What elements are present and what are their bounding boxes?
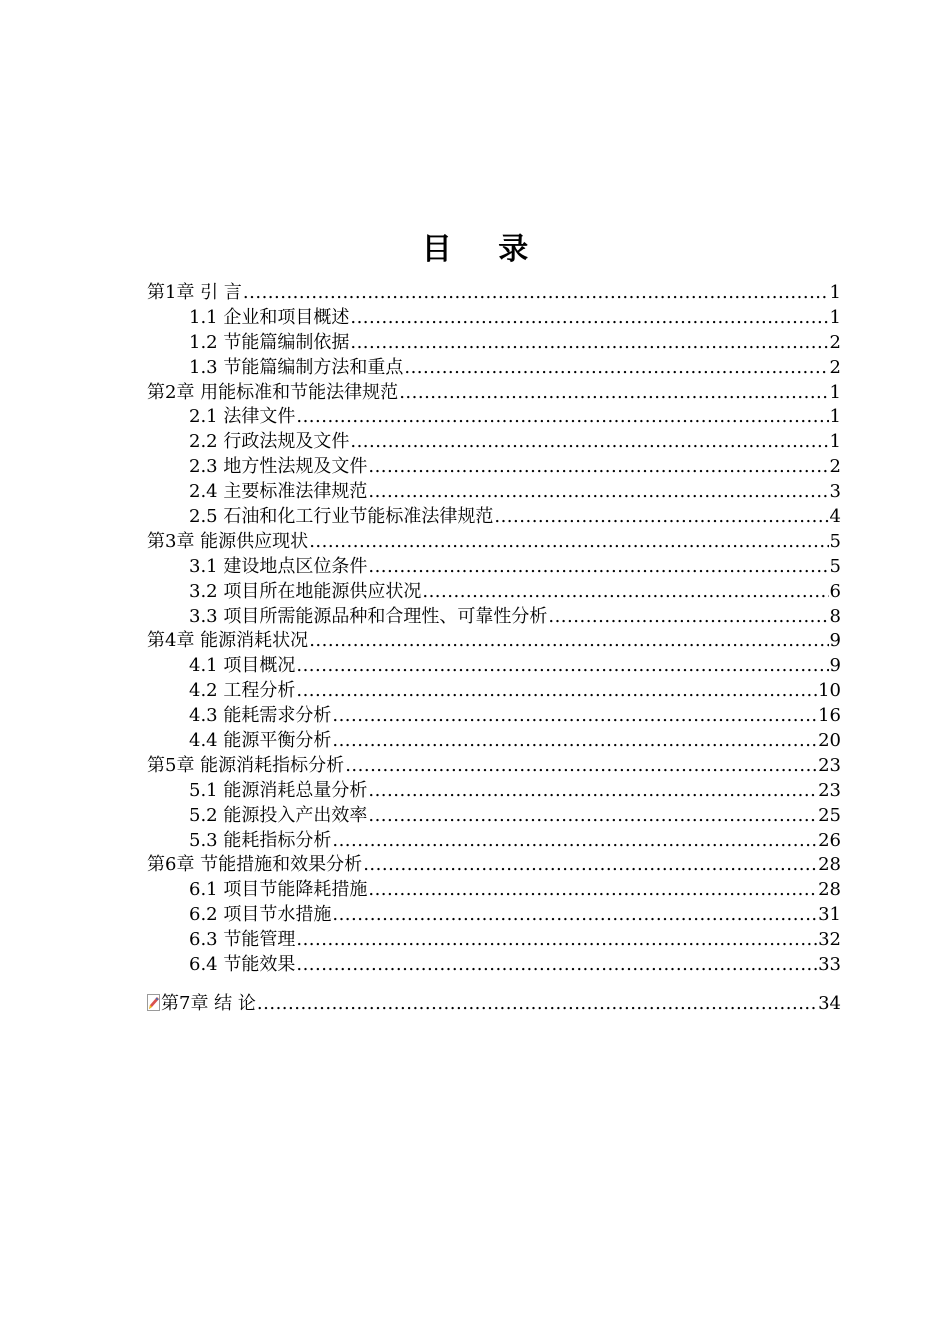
toc-entry-text: 2.4 主要标准法律规范 (189, 481, 368, 503)
toc-entry-label (147, 992, 256, 1017)
toc-entry-label (189, 704, 331, 729)
toc-section-entry[interactable] (147, 306, 841, 331)
toc-entry-text: 2.5 石油和化工行业节能标准法律规范 (189, 506, 494, 528)
toc-entry-label (147, 381, 398, 406)
toc-section-entry[interactable] (147, 505, 841, 530)
toc-entry-text: 3.3 项目所需能源品种和合理性、可靠性分析 (189, 605, 548, 627)
toc-page-number: 8 (829, 605, 841, 627)
toc-entry-text: 1.1 企业和项目概述 (189, 306, 350, 328)
toc-entry-label (189, 306, 349, 331)
toc-entry-text: 5.1 能源消耗总量分析 (189, 779, 368, 801)
toc-page-number: 32 (818, 929, 841, 951)
toc-entry-text: 6.2 项目节水措施 (189, 904, 332, 926)
toc-section-entry[interactable] (147, 704, 841, 729)
toc-section-entry[interactable] (147, 356, 841, 381)
toc-entry-text: 2.2 行政法规及文件 (189, 431, 350, 453)
toc-entry-label (189, 356, 403, 381)
toc-page-number: 9 (829, 655, 841, 677)
toc-section-entry[interactable] (147, 654, 841, 679)
toc-dot-leader (243, 281, 829, 306)
toc-page-number: 5 (829, 555, 841, 577)
toc-page-number: 23 (818, 779, 841, 801)
toc-page-number: 33 (818, 954, 841, 976)
toc-section-entry[interactable] (147, 829, 841, 854)
toc-dot-leader (422, 580, 828, 605)
toc-section-entry[interactable] (147, 903, 841, 928)
toc-chapter-entry[interactable] (147, 629, 841, 654)
toc-entry-text: 5.2 能源投入产出效率 (189, 804, 368, 826)
toc-dot-leader (332, 729, 817, 754)
toc-page-number: 1 (829, 406, 841, 428)
toc-entry-label (189, 555, 367, 580)
toc-page-number: 2 (829, 331, 841, 353)
toc-entry-text: 2.1 法律文件 (189, 406, 296, 428)
toc-chapter-entry[interactable] (147, 530, 841, 555)
toc-entry-text: 6.1 项目节能降耗措施 (189, 879, 368, 901)
toc-entry-label (147, 530, 308, 555)
toc-entry-label (189, 729, 331, 754)
toc-page-number: 2 (829, 356, 841, 378)
toc-entry-label (189, 455, 367, 480)
toc-section-entry[interactable] (147, 555, 841, 580)
toc-page-number: 28 (818, 879, 841, 901)
page-title: 目 录 (421, 232, 547, 267)
toc-entry-text: 第4章 能源消耗状况 (147, 630, 309, 652)
toc-chapter-entry[interactable] (147, 853, 841, 878)
toc-dot-leader (296, 953, 817, 978)
toc-entry-label (189, 331, 349, 356)
toc-entry-text: 4.4 能源平衡分析 (189, 730, 332, 752)
toc-entry-text: 1.2 节能篇编制依据 (189, 331, 350, 353)
toc-dot-leader (368, 555, 828, 580)
toc-section-entry[interactable] (147, 405, 841, 430)
toc-dot-leader (368, 455, 828, 480)
toc-dot-leader (332, 704, 817, 729)
toc-dot-leader (332, 829, 817, 854)
toc-section-entry[interactable] (147, 580, 841, 605)
toc-section-entry[interactable] (147, 480, 841, 505)
toc-section-entry[interactable] (147, 430, 841, 455)
toc-dot-leader (296, 928, 817, 953)
toc-page-number: 31 (818, 904, 841, 926)
toc-entry-text: 4.2 工程分析 (189, 680, 296, 702)
toc-section-entry[interactable] (147, 679, 841, 704)
toc-entry-text: 5.3 能耗指标分析 (189, 829, 332, 851)
toc-entry-text: 1.3 节能篇编制方法和重点 (189, 356, 404, 378)
toc-dot-leader (368, 779, 817, 804)
toc-entry-label (147, 853, 362, 878)
toc-entry-text: 6.4 节能效果 (189, 954, 296, 976)
table-of-contents (147, 281, 841, 1017)
toc-dot-leader (368, 804, 817, 829)
toc-entry-text: 6.3 节能管理 (189, 929, 296, 951)
toc-dot-leader (350, 430, 828, 455)
toc-entry-text: 第3章 能源供应现状 (147, 530, 309, 552)
toc-dot-leader (309, 530, 828, 555)
toc-page-number: 20 (818, 730, 841, 752)
toc-section-entry[interactable] (147, 878, 841, 903)
toc-section-entry[interactable] (147, 804, 841, 829)
toc-entry-text: 2.3 地方性法规及文件 (189, 456, 368, 478)
toc-page-number: 5 (829, 530, 841, 552)
toc-dot-leader (350, 331, 828, 356)
toc-dot-leader (296, 679, 817, 704)
toc-dot-leader (494, 505, 828, 530)
toc-entry-text: 4.1 项目概况 (189, 655, 296, 677)
toc-entry-text: 第5章 能源消耗指标分析 (147, 754, 345, 776)
toc-dot-leader (296, 654, 828, 679)
toc-entry-label (189, 505, 493, 530)
toc-entry-text: 第2章 用能标准和节能法律规范 (147, 381, 399, 403)
toc-chapter-entry[interactable] (147, 281, 841, 306)
toc-entry-label (189, 903, 331, 928)
toc-entry-label (189, 580, 421, 605)
toc-page-number: 3 (829, 481, 841, 503)
toc-dot-leader (368, 480, 828, 505)
toc-entry-label (147, 754, 344, 779)
toc-page-number: 9 (829, 630, 841, 652)
toc-entry-label (189, 405, 295, 430)
toc-entry-text: 第1章 引 言 (147, 282, 242, 303)
toc-section-entry[interactable] (147, 928, 841, 953)
toc-page-number: 1 (829, 306, 841, 328)
toc-section-entry[interactable] (147, 729, 841, 754)
toc-dot-leader (350, 306, 828, 331)
toc-section-entry[interactable] (147, 779, 841, 804)
toc-page-number: 10 (818, 680, 841, 702)
toc-chapter-entry[interactable] (147, 992, 841, 1017)
toc-entry-text: 第7章 结 论 (161, 992, 256, 1014)
toc-dot-leader (548, 605, 828, 630)
toc-page-number: 6 (829, 580, 841, 602)
toc-dot-leader (257, 992, 817, 1017)
toc-entry-label (147, 629, 308, 654)
toc-page-number: 4 (829, 506, 841, 528)
toc-entry-text: 3.1 建设地点区位条件 (189, 555, 368, 577)
toc-page-number: 1 (829, 381, 841, 403)
toc-dot-leader (345, 754, 817, 779)
toc-page-number: 26 (818, 829, 841, 851)
toc-dot-leader (296, 405, 828, 430)
toc-page-number: 34 (818, 992, 841, 1014)
toc-dot-leader (399, 381, 828, 406)
toc-entry-label (189, 953, 295, 978)
toc-entry-text: 3.2 项目所在地能源供应状况 (189, 580, 422, 602)
toc-entry-label (189, 654, 295, 679)
toc-chapter-entry[interactable] (147, 381, 841, 406)
toc-page-number: 2 (829, 456, 841, 478)
toc-entry-label (189, 605, 547, 630)
toc-entry-label (189, 804, 367, 829)
toc-entry-text: 4.3 能耗需求分析 (189, 705, 332, 727)
toc-section-entry[interactable] (147, 953, 841, 978)
toc-entry-label (147, 281, 242, 306)
toc-dot-leader (363, 853, 817, 878)
toc-page-number: 25 (818, 804, 841, 826)
toc-dot-leader (368, 878, 817, 903)
pen-edit-icon (147, 994, 160, 1011)
toc-page-number: 28 (818, 854, 841, 876)
toc-page-number: 1 (829, 282, 841, 303)
toc-entry-label (189, 779, 367, 804)
toc-section-entry[interactable] (147, 331, 841, 356)
toc-page-number: 16 (818, 705, 841, 727)
toc-entry-label (189, 878, 367, 903)
toc-entry-text: 第6章 节能措施和效果分析 (147, 854, 363, 876)
toc-page-number: 23 (818, 754, 841, 776)
toc-section-entry[interactable] (147, 605, 841, 630)
toc-section-entry[interactable] (147, 455, 841, 480)
toc-chapter-entry[interactable] (147, 754, 841, 779)
toc-entry-label (189, 480, 367, 505)
toc-entry-label (189, 829, 331, 854)
toc-dot-leader (309, 629, 828, 654)
toc-page-number: 1 (829, 431, 841, 453)
toc-entry-label (189, 928, 295, 953)
toc-dot-leader (404, 356, 828, 381)
toc-dot-leader (332, 903, 817, 928)
toc-entry-label (189, 430, 349, 455)
toc-entry-label (189, 679, 295, 704)
